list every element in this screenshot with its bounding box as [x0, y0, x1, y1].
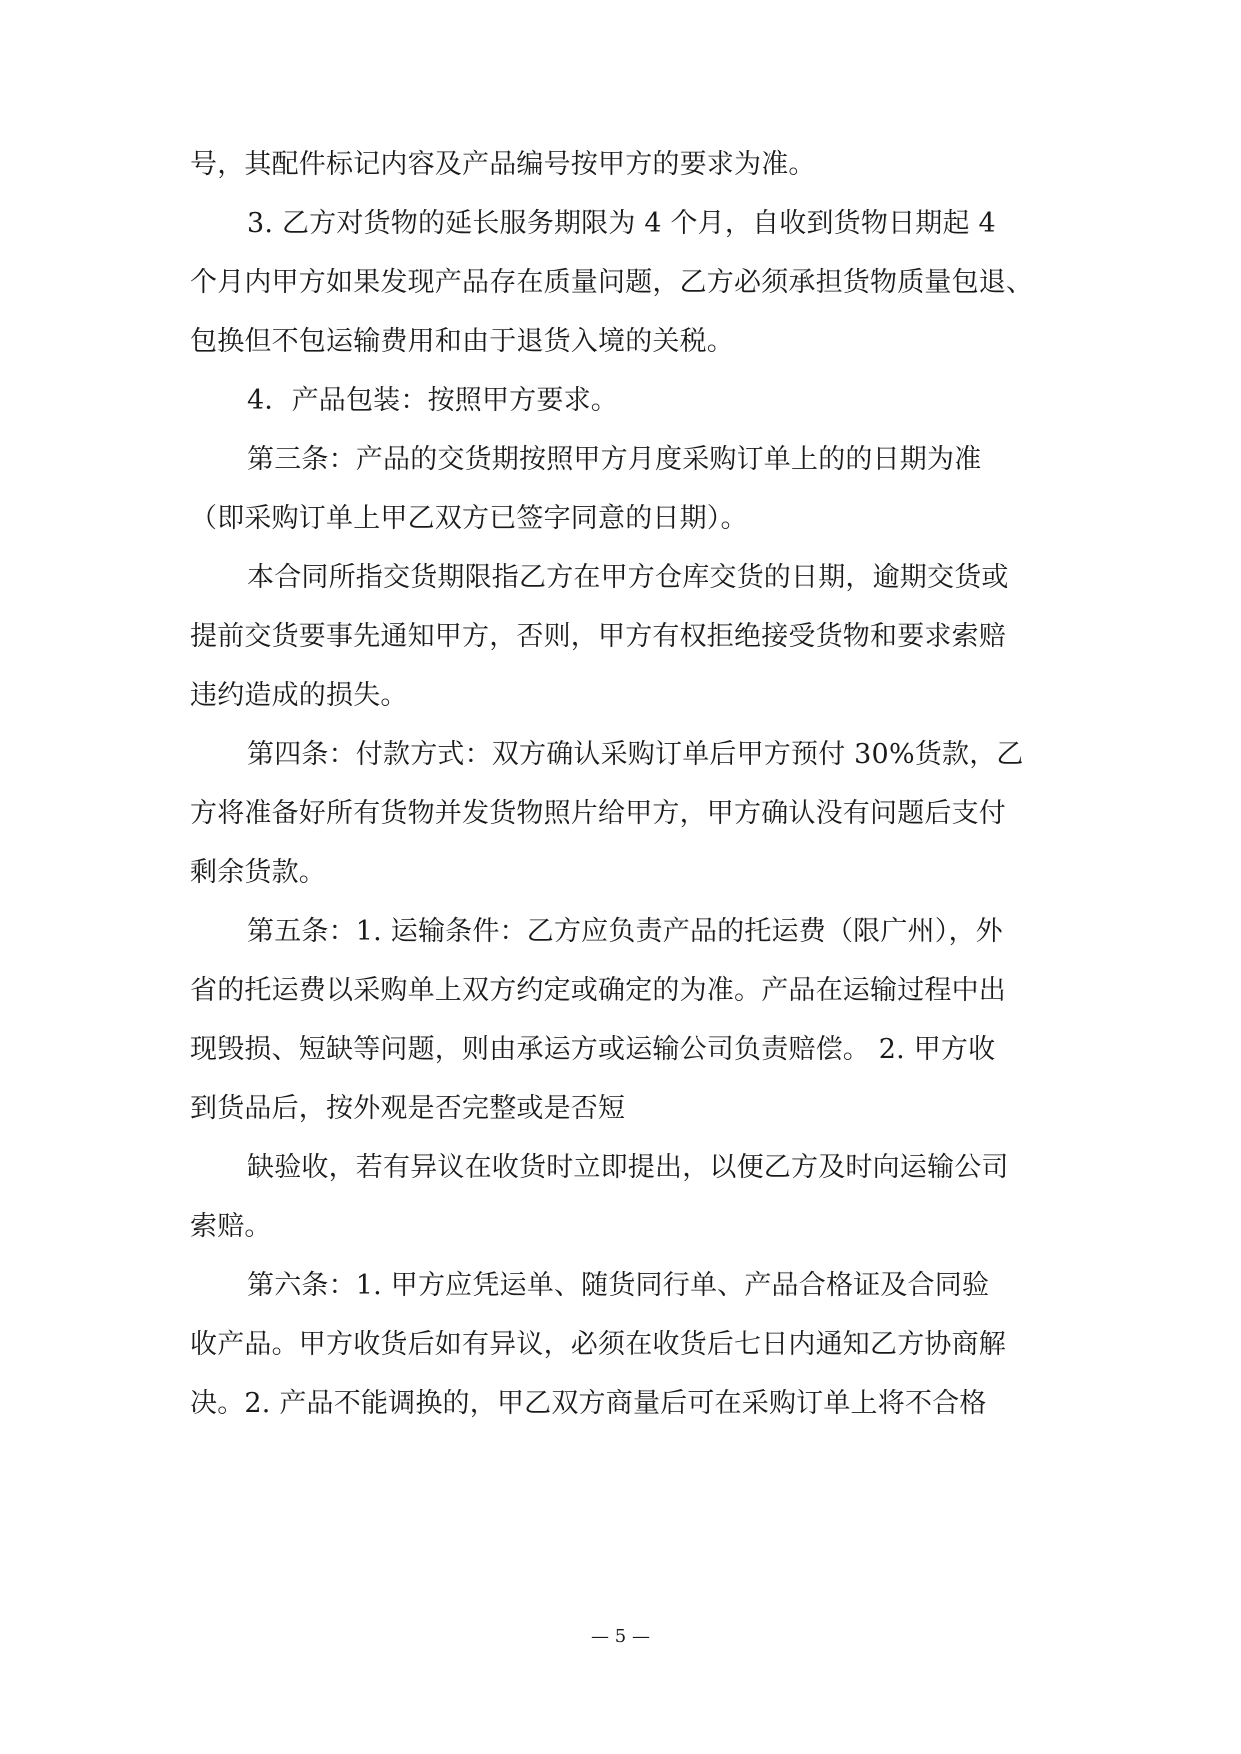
text-line: 本合同所指交货期限指乙方在甲方仓库交货的日期，逾期交货或: [247, 562, 1009, 593]
page-number: — 5 —: [591, 1626, 650, 1647]
text-line: 包换但不包运输费用和由于退货入境的关税。: [190, 326, 734, 357]
text-line: 4．产品包装：按照甲方要求。: [247, 385, 618, 416]
text-line: 省的托运费以采购单上双方约定或确定的为准。产品在运输过程中出: [190, 975, 1006, 1006]
text-line: 第三条：产品的交货期按照甲方月度采购订单上的的日期为准: [247, 444, 982, 475]
text-line: 剩余货款。: [190, 857, 326, 888]
text-line: 方将准备好所有货物并发货物照片给甲方，甲方确认没有问题后支付: [190, 798, 1006, 829]
text-line: 第五条：1. 运输条件：乙方应负责产品的托运费（限广州），外: [247, 916, 1003, 947]
text-line: 收产品。甲方收货后如有异议，必须在收货后七日内通知乙方协商解: [190, 1329, 1006, 1360]
text-line: 号，其配件标记内容及产品编号按甲方的要求为准。: [190, 149, 816, 180]
text-line: （即采购订单上甲乙双方已签字同意的日期）。: [190, 503, 748, 534]
text-line: 到货品后，按外观是否完整或是否短: [190, 1093, 626, 1124]
text-line: 违约造成的损失。: [190, 680, 408, 711]
text-line: 提前交货要事先通知甲方，否则，甲方有权拒绝接受货物和要求索赔: [190, 621, 1006, 652]
text-line: 第四条：付款方式：双方确认采购订单后甲方预付 30%货款，乙: [247, 739, 1024, 770]
text-line: 现毁损、短缺等问题，则由承运方或运输公司负责赔偿。 2. 甲方收: [190, 1034, 996, 1065]
text-line: 个月内甲方如果发现产品存在质量问题，乙方必须承担货物质量包退、: [190, 267, 1034, 298]
text-line: 决。2. 产品不能调换的，甲乙双方商量后可在采购订单上将不合格: [190, 1388, 987, 1419]
text-line: 3. 乙方对货物的延长服务期限为 4 个月，自收到货物日期起 4: [247, 208, 996, 239]
text-line: 缺验收，若有异议在收货时立即提出，以便乙方及时向运输公司: [247, 1152, 1009, 1183]
text-line: 索赔。: [190, 1211, 272, 1242]
text-line: 第六条：1. 甲方应凭运单、随货同行单、产品合格证及合同验: [247, 1270, 990, 1301]
